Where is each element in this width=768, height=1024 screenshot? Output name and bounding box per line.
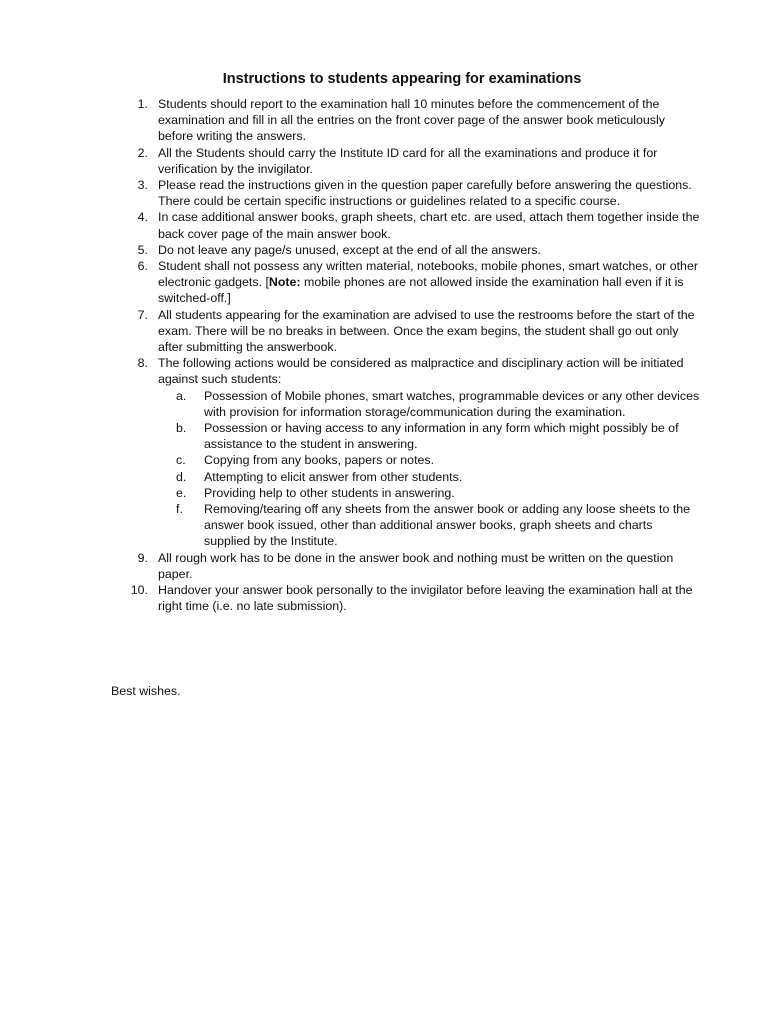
item-text: Students should report to the examination hall 10 minutes before the commencement of the examination and fill in all the entries on the front cover page of the answer book meticulously before writing the answers.: [158, 97, 665, 144]
subitem-text: Copying from any books, papers or notes.: [204, 453, 435, 468]
list-item-4: [130, 209, 700, 241]
subitem-letter: d.: [176, 469, 187, 484]
closing-text: Best wishes.: [111, 684, 181, 698]
item-text: All rough work has to be done in the answer book and nothing must be written on the question paper.: [158, 550, 674, 581]
malpractice-sublist: [176, 388, 700, 550]
item-number: 8.: [137, 356, 148, 371]
item-text: All the Students should carry the Institute ID card for all the examinations and produce it for verification by the invigilator.: [158, 145, 658, 176]
list-item-10: [130, 582, 700, 614]
document-title: Instructions to students appearing for examinations: [222, 71, 582, 87]
item-number: 4.: [137, 210, 148, 225]
list-item-7: [130, 307, 700, 356]
item-number: 9.: [137, 550, 148, 565]
list-item-9: [130, 550, 700, 582]
instruction-list: [130, 96, 700, 615]
subitem-text: Possession of Mobile phones, smart watches, programmable devices or any other devices with provision for information storage/communication during the examination.: [204, 388, 700, 419]
sublist-item-b: [176, 420, 700, 452]
item-text: Do not leave any page/s unused, except at the end of all the answers.: [158, 242, 541, 257]
sublist-item-f: [176, 501, 700, 550]
item-text: The following actions would be considered as malpractice and disciplinary action will be initiated against such students:: [158, 356, 684, 387]
subitem-text: Providing help to other students in answering.: [204, 485, 455, 500]
list-item-6: [130, 258, 700, 307]
item-number: 3.: [137, 178, 148, 193]
subitem-text: Possession or having access to any information in any form which might possibly be of assistance to the student in answering.: [204, 421, 679, 452]
sublist-item-a: [176, 388, 700, 420]
item-number: 2.: [137, 145, 148, 160]
subitem-letter: b.: [176, 421, 187, 436]
item-text: Handover your answer book personally to the invigilator before leaving the examination hall at the right time (i.e. no late submission).: [158, 583, 693, 614]
list-item-1: [130, 96, 700, 145]
note-label: Note:: [268, 275, 301, 290]
list-item-2: [130, 145, 700, 177]
item-number: 1.: [137, 97, 148, 111]
subitem-text: Attempting to elicit answer from other students.: [204, 469, 463, 484]
sublist-item-e: [176, 485, 700, 501]
subitem-letter: e.: [176, 485, 187, 500]
item-text-part: mobile phones are not allowed inside the examination hall even if it is switched-off.]: [158, 275, 684, 306]
subitem-text: Removing/tearing off any sheets from the answer book or adding any loose sheets to the answer book issued, other than additional answer books, graph sheets and charts supplied by the Institute.: [204, 502, 691, 549]
item-text: In case additional answer books, graph sheets, chart etc. are used, attach them together inside the back cover page of the main answer book.: [158, 210, 700, 241]
list-item-5: [130, 242, 700, 258]
item-number: 6.: [137, 259, 148, 274]
item-number: 10.: [130, 583, 148, 598]
list-item-8: [130, 355, 700, 549]
sublist-item-c: [176, 452, 700, 468]
subitem-letter: c.: [176, 453, 186, 468]
item-text: All students appearing for the examination are advised to use the restrooms before the start of the exam. There will be no breaks in between. Once the exam begins, the student shall go out only after submitting the answerbook.: [158, 307, 695, 355]
sublist-item-d: [176, 469, 700, 485]
subitem-letter: a.: [176, 388, 187, 403]
item-text-part: Student shall not possess any written material, notebooks, mobile phones, smart watches, or other electronic gadgets. [: [158, 259, 698, 290]
item-text: Please read the instructions given in the question paper carefully before answering the questions. There could be certain specific instructions or guidelines related to a specific course.: [158, 178, 692, 209]
list-item-3: [130, 177, 700, 209]
subitem-letter: f.: [176, 502, 183, 517]
item-number: 7.: [137, 307, 148, 322]
item-number: 5.: [137, 242, 148, 257]
